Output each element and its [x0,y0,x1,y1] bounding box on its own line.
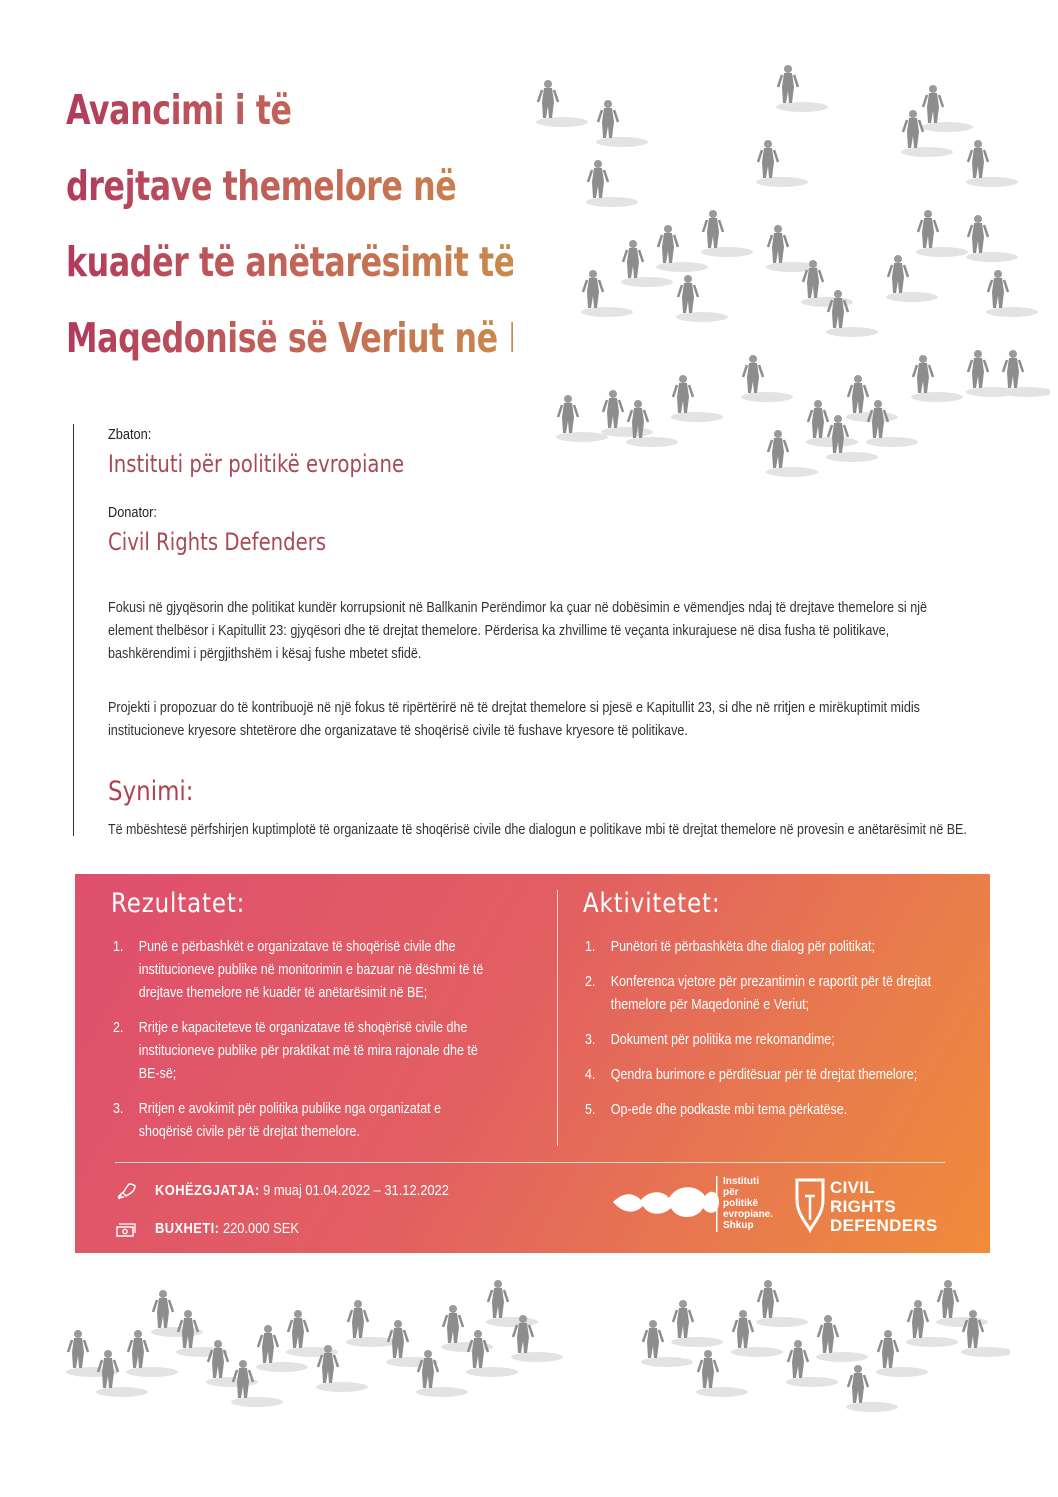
crd-logo-line: CIVIL [830,1178,875,1197]
item-text: Qendra burimore e përditësuar për të drejtat themelore; [610,1067,918,1083]
item-text: Konferenca vjetore për prezantimin e raportit për të drejtat themelore për Maqedoninë e Veriut; [610,974,932,1013]
list-item [113,936,491,1005]
item-number: 5. [585,1102,596,1118]
budget-label: BUXHETI: [155,1220,220,1237]
money-icon [115,1220,137,1238]
ipe-logo-line: politikë [723,1198,759,1209]
list-item [585,936,955,959]
rocket-icon [115,1182,137,1200]
duration-value: 9 muaj 01.04.2022 – 31.12.2022 [263,1182,449,1199]
crd-logo-text [830,1178,938,1235]
crowd-illustration-top [530,60,1050,480]
ipe-logo-line: Shkup [723,1220,754,1231]
goal-heading: Synimi: [108,776,194,807]
budget-value: 220.000 SEK [222,1220,299,1237]
budget-row [115,1220,322,1238]
page-title [66,72,554,376]
implementer-name: Instituti për politikë evropiane [108,450,405,478]
donor-name: Civil Rights Defenders [108,528,327,556]
crd-logo-line: RIGHTS [830,1197,897,1216]
activities-heading: Aktivitetet: [583,888,721,919]
intro-paragraph: Fokusi në gjyqësorin dhe politikat kundër korrupsionit në Ballkanin Perëndimor ka çuar në dobësimin e vëmendjes ndaj të drejtave themelore si një element thelbësor i Kapitullit 23: gjyqësori dhe të drejtat themelore. Përderisa ka zhvillime të veçanta inkurajuese në disa fusha të politikave, bashkërendimi i përgjithshëm i kësaj fushe mbetet sfidë. [108,600,928,662]
title-line: drejtave themelore në [66,162,457,210]
vertical-divider [73,424,74,836]
ipe-logo-line: Instituti [723,1176,760,1187]
item-text: Punëtori të përbashkëta dhe dialog për politikat; [610,939,875,955]
title-line: Maqedonisë së Veriut në BE [66,314,554,362]
ipe-logo-text [723,1176,773,1231]
item-text: Punë e përbashkët e organizatave të shoqërisë civile dhe institucioneve publike në monitorimin e bazuar në dëshmi të të drejtave themelore në kuadër të anëtarësimit në BE; [138,939,484,1001]
crowd-illustration-bottom [60,1270,1010,1430]
list-item [585,1064,955,1087]
title-line: Avancimi i të [66,86,292,134]
list-item [113,1017,491,1086]
results-list [113,936,553,1156]
activities-list [585,936,1015,1134]
list-item [113,1098,491,1144]
item-text: Dokument për politika me rekomandime; [610,1032,835,1048]
ipe-logo-line: për [723,1187,739,1198]
item-number: 3. [585,1032,596,1048]
title-line: kuadër të anëtarësimit të [66,238,515,286]
duration-row [115,1182,497,1200]
item-number: 1. [585,939,596,955]
crd-logo-line: DEFENDERS [830,1216,938,1235]
item-text: Rritjen e avokimit për politika publike nga organizatat e shoqërisë civile për të drejtat themelore. [138,1101,442,1140]
goal-text: Të mbështesë përfshirjen kuptimplotë të organizaate të shoqërisë civile dhe dialogun e politikave mbi të drejtat themelore në provesin e anëtarësimit në BE. [108,822,967,838]
item-text: Op-ede dhe podkaste mbi tema përkatëse. [610,1102,848,1118]
list-item [585,971,955,1017]
item-text: Rritje e kapaciteteve të organizatave të shoqërisë civile dhe institucioneve publike për praktikat më të mira rajonale dhe të BE-së; [138,1020,478,1082]
column-divider [557,890,558,1146]
item-number: 2. [585,974,596,990]
item-number: 3. [113,1101,124,1117]
list-item [585,1029,955,1052]
item-number: 1. [113,939,124,955]
list-item [585,1099,955,1122]
panel-divider [115,1162,945,1163]
summary-panel [75,874,990,1253]
ipe-logo-line: evropiane. [723,1209,774,1220]
duration-label: KOHËZGJATJA: [155,1182,260,1199]
project-paragraph: Projekti i propozuar do të kontribuojë në një fokus të ripërtërirë në të drejtat themelore si pjesë e Kapitullit 23, si dhe në rritjen e mirëkuptimit midis institucioneve kryesore shtetërore dhe organizatave të shoqërisë civile të fushave kryesore të politikave. [108,700,920,739]
donor-label: Donator: [108,504,157,521]
implementer-label: Zbaton: [108,426,152,443]
results-heading: Rezultatet: [111,888,246,919]
item-number: 4. [585,1067,596,1083]
item-number: 2. [113,1020,124,1036]
